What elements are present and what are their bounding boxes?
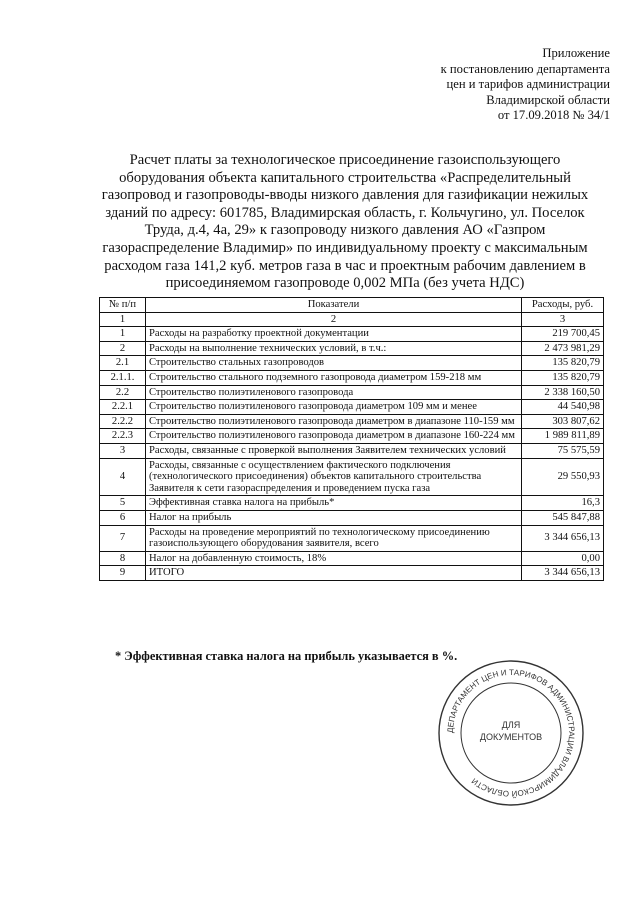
- table-row: [100, 510, 604, 525]
- table-row: [100, 356, 604, 371]
- table-row: [100, 458, 604, 496]
- table-row: [100, 443, 604, 458]
- row-number: 8: [100, 551, 146, 566]
- row-amount: 2 473 981,29: [522, 341, 604, 356]
- title-line: газопровод и газопроводы-вводы низкого давления для газификации нежилых: [101, 187, 589, 204]
- row-indicator: Расходы на проведение мероприятий по технологическому присоединению газоиспользующего оборудования заявителя, всего: [146, 525, 522, 551]
- appendix-block: [370, 46, 610, 124]
- row-indicator: Строительство полиэтиленового газопровода диаметром в диапазоне 110-159 мм: [146, 414, 522, 429]
- row-number: 2.1: [100, 356, 146, 371]
- row-number: 2.2: [100, 385, 146, 400]
- row-amount: 44 540,98: [522, 400, 604, 415]
- row-number: 3: [100, 443, 146, 458]
- appendix-line: Приложение: [542, 46, 610, 60]
- row-indicator: Строительство полиэтиленового газопровода: [146, 385, 522, 400]
- row-number: 2.2.2: [100, 414, 146, 429]
- row-indicator: Строительство стального подземного газопровода диаметром 159-218 мм: [146, 370, 522, 385]
- row-indicator: Строительство полиэтиленового газопровода диаметром 109 мм и менее: [146, 400, 522, 415]
- official-stamp: [436, 658, 586, 808]
- row-amount: 1 989 811,89: [522, 429, 604, 444]
- row-amount: 135 820,79: [522, 370, 604, 385]
- header-amount: Расходы, руб.: [522, 298, 604, 313]
- table-row: [100, 525, 604, 551]
- table-row: [100, 370, 604, 385]
- row-amount: 29 550,93: [522, 458, 604, 496]
- table-row: [100, 385, 604, 400]
- row-number: 7: [100, 525, 146, 551]
- row-amount: 3 344 656,13: [522, 566, 604, 581]
- row-indicator: Эффективная ставка налога на прибыль*: [146, 496, 522, 511]
- table-column-number-row: [100, 312, 604, 327]
- row-indicator: Расходы, связанные с осуществлением фактического подключения (технологического присоединения) объектов капитального строительства Заявителя к сети газораспределения и проведением пуска газа: [146, 458, 522, 496]
- row-amount: 219 700,45: [522, 327, 604, 342]
- row-indicator: Расходы, связанные с проверкой выполнения Заявителем технических условий: [146, 443, 522, 458]
- title-line: оборудования объекта капитального строительства «Распределительный: [119, 169, 571, 186]
- row-amount: 3 344 656,13: [522, 525, 604, 551]
- row-number: 4: [100, 458, 146, 496]
- appendix-line: к постановлению департамента: [440, 61, 610, 76]
- row-amount: 2 338 160,50: [522, 385, 604, 400]
- row-amount: 545 847,88: [522, 510, 604, 525]
- row-indicator: Налог на добавленную стоимость, 18%: [146, 551, 522, 566]
- header-indicator: Показатели: [146, 298, 522, 313]
- row-indicator: Расходы на разработку проектной документации: [146, 327, 522, 342]
- column-number: 1: [100, 312, 146, 327]
- row-number: 9: [100, 566, 146, 581]
- row-number: 2.2.3: [100, 429, 146, 444]
- row-number: 2.1.1.: [100, 370, 146, 385]
- title-line: расходом газа 141,2 куб. метров газа в час и проектным рабочим давлением в: [104, 257, 586, 274]
- row-number: 5: [100, 496, 146, 511]
- table-row: [100, 551, 604, 566]
- row-indicator: Расходы на выполнение технических условий, в т.ч.:: [146, 341, 522, 356]
- table-row: [100, 429, 604, 444]
- table-row: [100, 496, 604, 511]
- appendix-line: от 17.09.2018 № 34/1: [497, 108, 610, 123]
- table-row: [100, 414, 604, 429]
- stamp-center-line: ДЛЯ: [501, 720, 521, 730]
- cost-table: [99, 297, 604, 581]
- footnote: * Эффективная ставка налога на прибыль указывается в %.: [115, 649, 458, 663]
- stamp-ring-text: ДЕПАРТАМЕНТ ЦЕН И ТАРИФОВ АДМИНИСТРАЦИИ ВЛАДИМИРСКОЙ ОБЛАСТИ: [445, 667, 577, 799]
- table-row: [100, 341, 604, 356]
- column-number: 3: [522, 312, 604, 327]
- title-line: присоединяемом газопроводе 0,002 МПа (без учета НДС): [165, 275, 525, 292]
- title-line: газораспределение Владимир» по индивидуальному проекту с максимальным: [102, 239, 588, 256]
- appendix-line: цен и тарифов администрации: [446, 77, 610, 92]
- table-row: [100, 400, 604, 415]
- table-row: [100, 566, 604, 581]
- row-indicator: Налог на прибыль: [146, 510, 522, 525]
- row-amount: 0,00: [522, 551, 604, 566]
- row-number: 6: [100, 510, 146, 525]
- row-amount: 303 807,62: [522, 414, 604, 429]
- row-amount: 75 575,59: [522, 443, 604, 458]
- row-indicator: Строительство полиэтиленового газопровода диаметром в диапазоне 160-224 мм: [146, 429, 522, 444]
- stamp-center-line: ДОКУМЕНТОВ: [479, 732, 543, 742]
- row-number: 2: [100, 341, 146, 356]
- document-title: [88, 152, 602, 293]
- row-number: 2.2.1: [100, 400, 146, 415]
- row-indicator: ИТОГО: [146, 566, 522, 581]
- row-amount: 16,3: [522, 496, 604, 511]
- row-indicator: Строительство стальных газопроводов: [146, 356, 522, 371]
- title-line: Расчет платы за технологическое присоединение газоиспользующего: [129, 152, 561, 168]
- column-number: 2: [146, 312, 522, 327]
- header-number: № п/п: [100, 298, 146, 313]
- title-line: Труда, д.4, 4а, 29» к газопроводу низкого давления АО «Газпром: [144, 222, 546, 239]
- table-row: [100, 327, 604, 342]
- appendix-line: Владимирской области: [486, 92, 610, 107]
- row-number: 1: [100, 327, 146, 342]
- table-body: [100, 327, 604, 581]
- title-line: зданий по адресу: 601785, Владимирская область, г. Кольчугино, ул. Поселок: [105, 204, 585, 221]
- row-amount: 135 820,79: [522, 356, 604, 371]
- table-header-row: [100, 298, 604, 313]
